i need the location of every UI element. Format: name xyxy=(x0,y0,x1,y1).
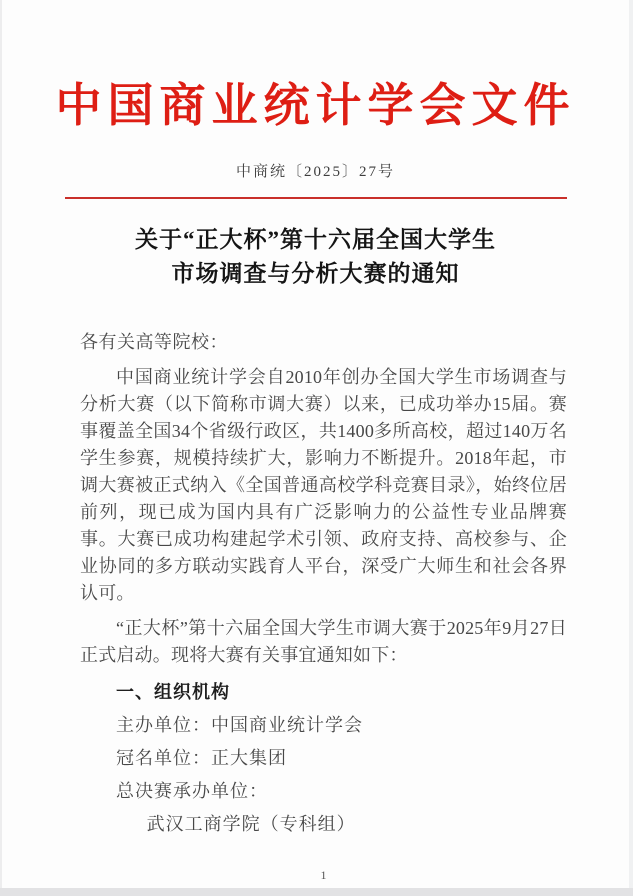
salutation: 各有关高等院校： xyxy=(80,332,228,352)
org-item-title-sponsor: 冠名单位：正大集团 xyxy=(116,748,287,768)
page-number: 1 xyxy=(320,868,327,882)
body-paragraph-2: “正大杯”第十六届全国大学生市调大赛于2025年9月27日正式启动。现将大赛有关事宜通知如下： xyxy=(80,618,567,665)
body-paragraph-1: 中国商业统计学会自2010年创办全国大学生市场调查与分析大赛（以下简称市调大赛）以来，已成功举办15届。赛事覆盖全国34个省级行政区，共1400多所高校，超过140万名学生参赛，规模持续扩大，影响力不断提升。2018年起，市调大赛被正式纳入《全国普通高校学科竞赛目录》，始终位居前列，现已成为国内具有广泛影响力的公益性专业品牌赛事。大赛已成功构建起学术引领、政府支持、高校参与、企业协同的多方联动实践育人平台，深受广大师生和社会各界认可。 xyxy=(80,367,567,603)
org-item-final-organizer-label: 总决赛承办单位： xyxy=(116,781,268,801)
org-item-host: 主办单位：中国商业统计学会 xyxy=(116,715,363,735)
notice-title xyxy=(2,223,629,291)
page-bottom-edge xyxy=(0,888,633,896)
document-number: 中商统〔2025〕27号 xyxy=(235,164,395,180)
notice-title-line2: 市场调查与分析大赛的通知 xyxy=(171,261,460,286)
org-item-final-organizer-school: 武汉工商学院（专科组） xyxy=(146,814,356,834)
notice-title-line1: 关于“正大杯”第十六届全国大学生 xyxy=(135,227,496,252)
red-divider-rule xyxy=(65,197,567,199)
document-body xyxy=(2,329,629,882)
section-heading-organization: 一、组织机构 xyxy=(116,682,230,702)
masthead-title: 中国商业统计学会文件 xyxy=(55,80,576,131)
